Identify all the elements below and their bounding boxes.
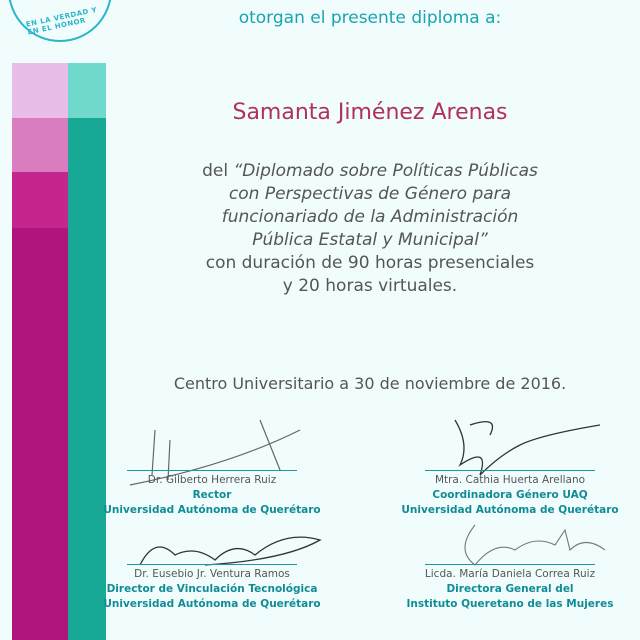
date-line: Centro Universitario a 30 de noviembre de 2016. [173,374,567,393]
signatory-title: Rector [192,489,232,501]
signatory-block [92,564,332,612]
university-seal [8,0,112,42]
signatory-name: Dr. Eusebio Jr. Ventura Ramos [134,568,290,580]
signatory-title: Directora General del [446,583,574,595]
recipient-name: Samanta Jiménez Arenas [232,100,508,125]
header-text: otorgan el presente diploma a: [238,8,502,28]
signatory-block [92,470,332,518]
signatory-name: Licda. María Daniela Correa Ruiz [424,568,596,580]
signatory-org: Universidad Autónoma de Querétaro [103,598,321,610]
duration-line: y 20 horas virtuales. [282,276,458,296]
signatory-name: Dr. Gilberto Herrera Ruiz [147,474,277,486]
diploma-body [110,160,630,298]
signatory-block [390,564,630,612]
signatory-org: Instituto Queretano de las Mujeres [406,598,614,610]
signatory-name: Mtra. Cathia Huerta Arellano [434,474,586,486]
signatory-org: Universidad Autónoma de Querétaro [401,504,619,516]
signatory-title: Coordinadora Género UAQ [432,489,588,501]
seal-motto: EN LA VERDAD Y EN EL HONOR [25,5,98,37]
program-line: “Diplomado sobre Políticas Públicas [233,161,538,181]
program-line: con Perspectivas de Género para [228,184,512,204]
signatory-org: Universidad Autónoma de Querétaro [103,504,321,516]
signatory-title: Director de Vinculación Tecnológica [106,583,318,595]
program-line: Pública Estatal y Municipal” [252,230,488,250]
duration-line: con duración de 90 horas presenciales [205,253,535,273]
signatory-block [390,470,630,518]
body-prefix: del [202,161,234,181]
program-line: funcionariado de la Administración [221,207,519,227]
